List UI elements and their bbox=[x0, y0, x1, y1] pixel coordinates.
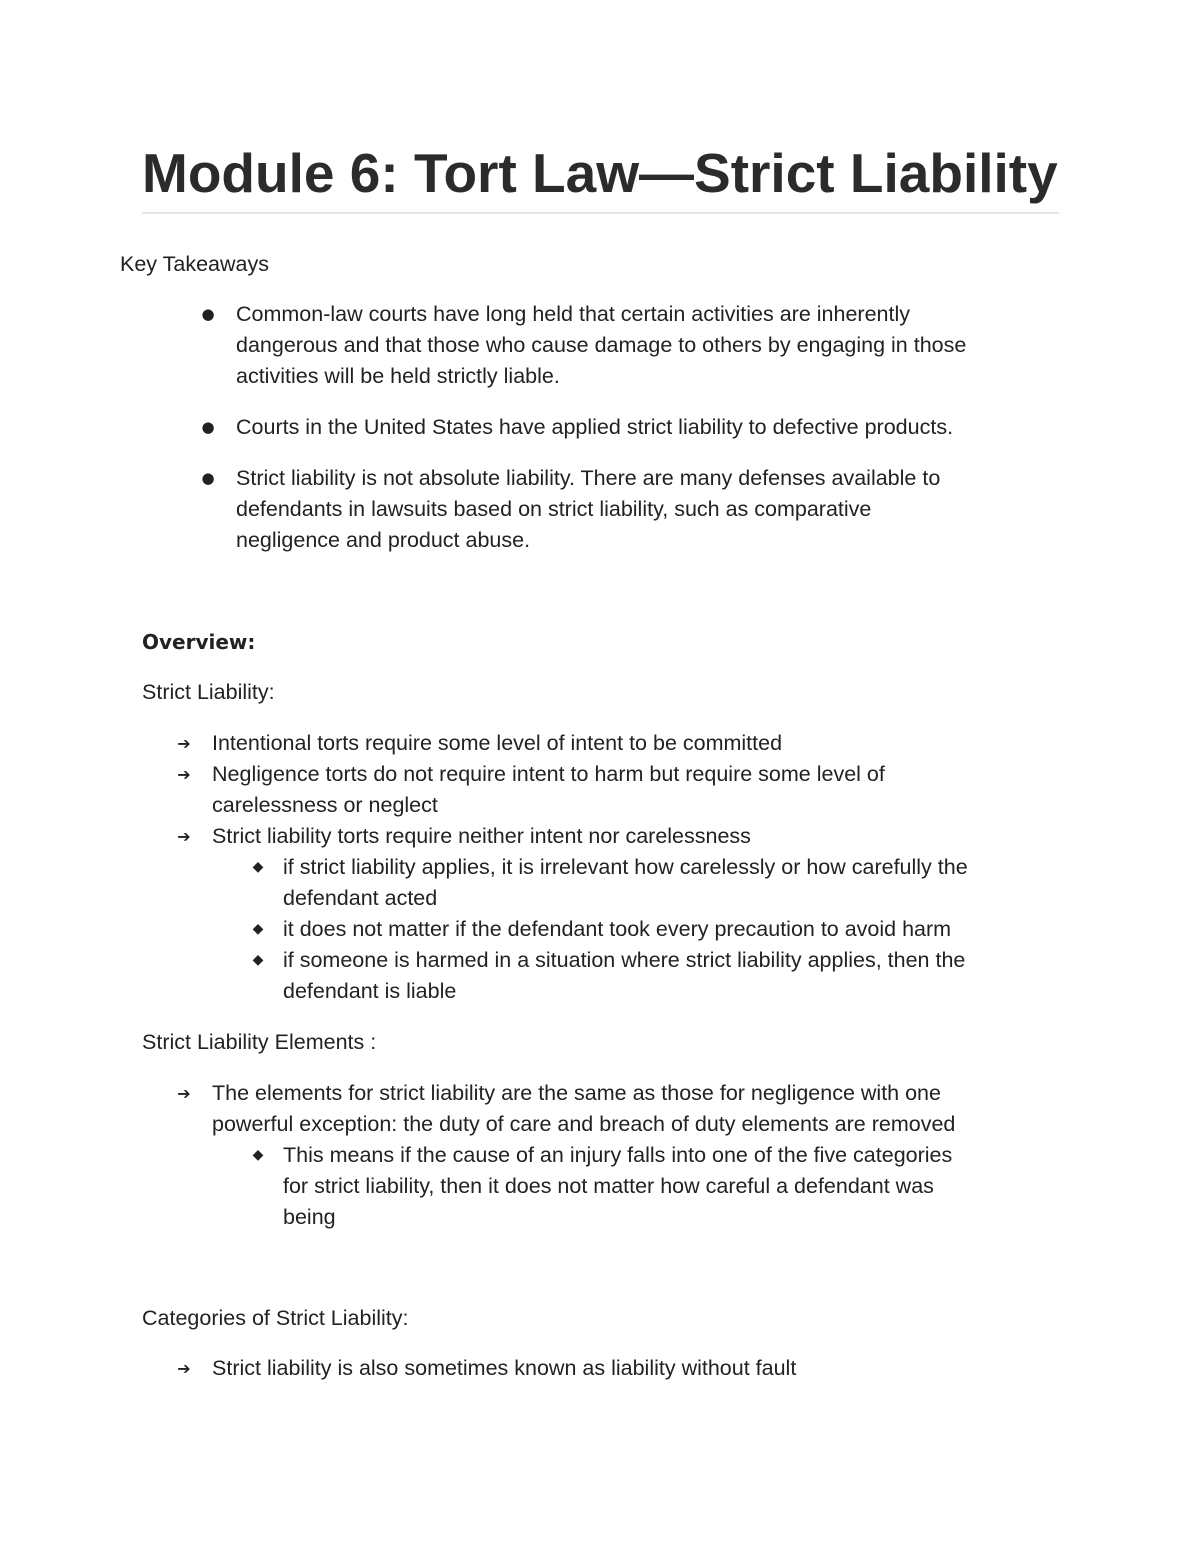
list-item bbox=[174, 821, 1074, 852]
list-item-line: negligence and product abuse. bbox=[236, 528, 531, 552]
list-item-line: carelessness or neglect bbox=[212, 793, 438, 817]
overview-heading: Overview: bbox=[142, 630, 256, 654]
arrow-bullet-icon: ➔ bbox=[177, 765, 191, 784]
list-item-line: defendants in lawsuits based on strict liability, such as comparative bbox=[236, 497, 872, 521]
list-item bbox=[248, 852, 1098, 914]
diamond-bullet-icon: ◆ bbox=[252, 921, 264, 937]
categories-heading: Categories of Strict Liability: bbox=[142, 1306, 409, 1330]
diamond-bullet-icon: ◆ bbox=[252, 952, 264, 968]
arrow-bullet-icon: ➔ bbox=[177, 1359, 191, 1378]
arrow-bullet-icon: ➔ bbox=[177, 1084, 191, 1103]
list-item-line: powerful exception: the duty of care and breach of duty elements are removed bbox=[212, 1112, 956, 1136]
list-item-line: Intentional torts require some level of intent to be committed bbox=[212, 731, 783, 755]
bullet-dot-icon: ● bbox=[201, 469, 215, 487]
list-item bbox=[198, 412, 1098, 443]
list-item bbox=[248, 1140, 1098, 1233]
list-item-line: Strict liability torts require neither intent nor carelessness bbox=[212, 824, 751, 848]
arrow-bullet-icon: ➔ bbox=[177, 827, 191, 846]
list-item-line: This means if the cause of an injury falls into one of the five categories bbox=[283, 1143, 953, 1167]
list-item-line: Strict liability is also sometimes known as liability without fault bbox=[212, 1356, 797, 1380]
list-item bbox=[248, 914, 1098, 945]
list-item bbox=[174, 759, 1074, 821]
list-item-line: if someone is harmed in a situation where strict liability applies, then the bbox=[283, 948, 966, 972]
list-item-line: Negligence torts do not require intent to harm but require some level of bbox=[212, 762, 885, 786]
list-item-line: The elements for strict liability are the same as those for negligence with one bbox=[212, 1081, 941, 1105]
list-item-line: Strict liability is not absolute liability. There are many defenses available to bbox=[236, 466, 941, 490]
key-takeaways-heading: Key Takeaways bbox=[120, 252, 269, 276]
bullet-dot-icon: ● bbox=[201, 418, 215, 436]
list-item bbox=[198, 299, 1098, 392]
arrow-bullet-icon: ➔ bbox=[177, 734, 191, 753]
list-item-line: defendant acted bbox=[283, 886, 438, 910]
list-item-line: defendant is liable bbox=[283, 979, 457, 1003]
list-item-line: being bbox=[283, 1205, 336, 1229]
diamond-bullet-icon: ◆ bbox=[252, 859, 264, 875]
list-item bbox=[174, 1078, 1074, 1140]
list-item-line: activities will be held strictly liable. bbox=[236, 364, 560, 388]
list-item bbox=[198, 463, 1098, 556]
list-item-line: it does not matter if the defendant took every precaution to avoid harm bbox=[283, 917, 952, 941]
title-divider bbox=[142, 212, 1059, 214]
list-item-line: dangerous and that those who cause damage to others by engaging in those bbox=[236, 333, 967, 357]
elements-heading: Strict Liability Elements : bbox=[142, 1030, 377, 1054]
diamond-bullet-icon: ◆ bbox=[252, 1147, 264, 1163]
list-item bbox=[248, 945, 1098, 1007]
list-item-line: Courts in the United States have applied strict liability to defective products. bbox=[236, 415, 954, 439]
list-item-line: Common-law courts have long held that certain activities are inherently bbox=[236, 302, 910, 326]
page-title: Module 6: Tort Law—Strict Liability bbox=[142, 142, 1058, 204]
strict-liability-heading: Strict Liability: bbox=[142, 680, 275, 704]
bullet-dot-icon: ● bbox=[201, 305, 215, 323]
list-item bbox=[174, 728, 1074, 759]
list-item-line: if strict liability applies, it is irrelevant how carelessly or how carefully the bbox=[283, 855, 968, 879]
list-item bbox=[174, 1353, 1074, 1384]
list-item-line: for strict liability, then it does not matter how careful a defendant was bbox=[283, 1174, 934, 1198]
